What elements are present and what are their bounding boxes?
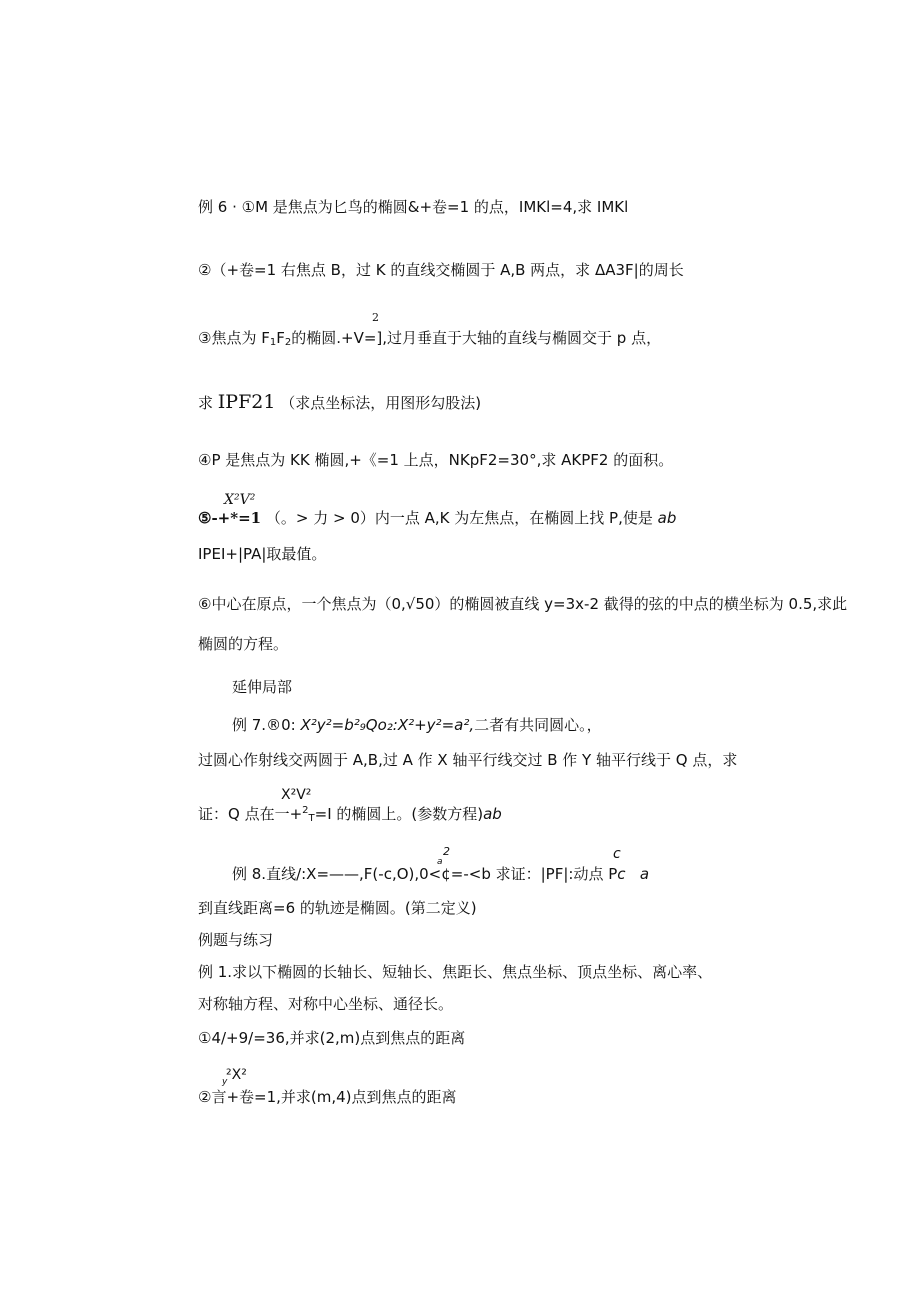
example-6-item-2: ②（+卷=1 右焦点 B，过 K 的直线交椭圆于 A,B 两点，求 ΔA3F|的周长	[198, 261, 684, 279]
example-1-item-1: ①4/+9/=36,并求(2,m)点到焦点的距离	[198, 1029, 466, 1047]
example-7-text: 二者有共同圆心。，	[474, 716, 602, 734]
item-3-continued	[198, 392, 481, 413]
item-5-text: （。> 力 > 0）内一点 A,K 为左焦点，在椭圆上找 P,使是	[265, 509, 653, 527]
item-3-ask: 求	[198, 394, 214, 412]
example-1-item-2: ②言+卷=1,并求(m,4)点到焦点的距离	[198, 1088, 457, 1106]
example-8-text: 例 8.直线/:X=——,F(-c,O),0<¢=-<b 求证：|PF|:动点 P	[232, 865, 618, 883]
example-8-a: a	[639, 865, 650, 883]
example-6-item-1: 例 6 · ①M 是焦点为匕鸟的椭圆&+卷=1 的点，IMKl=4,求 IMKl	[198, 198, 629, 216]
section-heading-extension: 延伸局部	[232, 678, 293, 696]
proof-part-b: =I 的椭圆上。(参数方程)	[314, 805, 484, 823]
example-7-proof	[198, 801, 502, 829]
subscript-2: 2	[284, 337, 292, 348]
example-1: 例 1.求以下椭圆的长轴长、短轴长、焦距长、焦点坐标、顶点坐标、离心率、	[198, 963, 713, 981]
pf2-expression: IPF21	[217, 391, 276, 413]
item-3-method: （求点坐标法，用图形勾股法)	[280, 394, 482, 412]
section-heading-exercises: 例题与练习	[198, 931, 274, 949]
example-7-superscript: X²V²	[281, 787, 312, 803]
example-6-item-5	[198, 508, 676, 528]
item-5-ab: ab	[657, 509, 677, 527]
proof-ab: ab	[483, 805, 502, 823]
example-7-continued: 过圆心作射线交两圆于 A,B,过 A 作 X 轴平行线交过 B 作 Y 轴平行线于 Q 点，求	[198, 751, 738, 769]
item-3-part-a: ③焦点为 F	[198, 329, 270, 347]
proof-sup-2: 2	[302, 805, 309, 816]
item-6-continued: 椭圆的方程。	[198, 635, 289, 653]
item-5-equation: ⑤-+*=1	[198, 509, 262, 527]
item-2-sup-y: y	[222, 1077, 228, 1087]
example-6-item-6: ⑥中心在原点，一个焦点为（0,√50）的椭圆被直线 y=3x-2 截得的弦的中点的横坐标为 0.5,求此	[198, 595, 848, 613]
example-8-continued: 到直线距离=6 的轨迹是椭圆。(第二定义)	[198, 899, 477, 917]
example-8-sup-2: 2	[443, 845, 450, 858]
example-8-sup-c: c	[613, 846, 621, 862]
example-7-equations: X²y²=b²₉Qo₂:X²+y²=a²,	[300, 716, 475, 734]
example-6-item-3	[198, 328, 661, 353]
example-8	[232, 864, 649, 884]
item-5-continued: IPEI+|PA|取最值。	[198, 545, 327, 563]
example-7	[232, 715, 602, 735]
proof-part-a: 证：Q 点在一+	[198, 805, 303, 823]
item-2-superscript: ²X²	[226, 1067, 247, 1083]
item-5-superscript: X²V²	[224, 492, 256, 508]
item-3-part-b: F	[276, 329, 285, 347]
example-6-item-4: ④P 是焦点为 KK 椭圆,+《=1 上点，NKpF2=30°,求 AKPF2 的面积。	[198, 451, 674, 469]
proof-sub-t: T	[308, 813, 315, 824]
item-3-part-c: 的椭圆.+V=],过月垂直于大轴的直线与椭圆交于 p 点，	[291, 329, 662, 347]
example-8-c: c	[617, 865, 626, 883]
example-1-continued: 对称轴方程、对称中心坐标、通径长。	[198, 995, 454, 1013]
item-3-superscript: 2	[372, 311, 379, 324]
subscript-1: 1	[269, 337, 277, 348]
example-7-label: 例 7.®0:	[232, 716, 296, 734]
example-8-sup-a: a	[437, 857, 443, 867]
